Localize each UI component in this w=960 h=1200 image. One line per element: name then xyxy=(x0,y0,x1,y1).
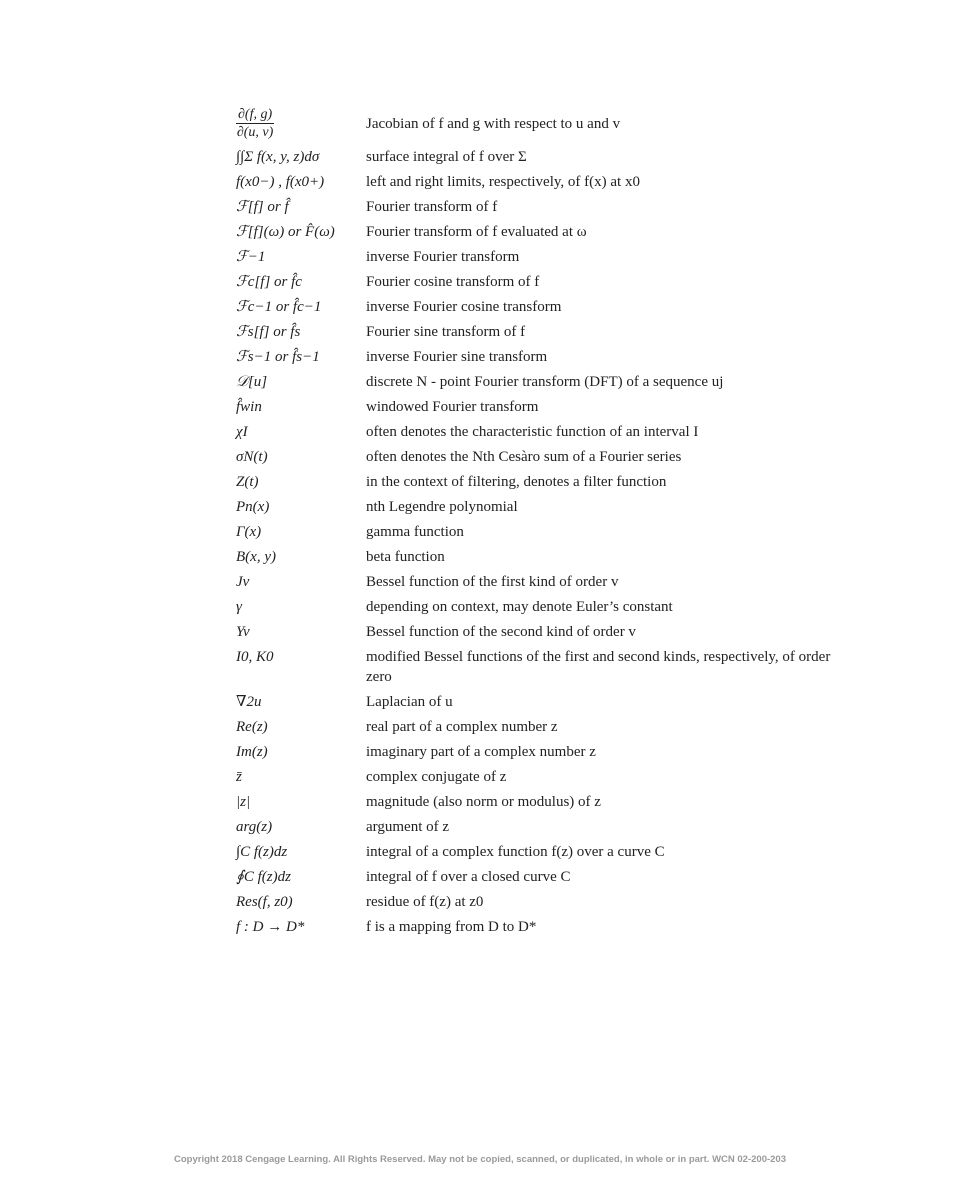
notation-description: in the context of filtering, denotes a filter function xyxy=(366,474,667,490)
notation-symbol: Z(t) xyxy=(236,474,259,490)
notation-description: beta function xyxy=(366,549,445,565)
notation-description: f is a mapping from D to D* xyxy=(366,919,537,935)
notation-row xyxy=(236,145,836,170)
notation-description: argument of z xyxy=(366,819,450,835)
notation-row xyxy=(236,170,836,195)
copyright-footer: Copyright 2018 Cengage Learning. All Rights Reserved. May not be copied, scanned, or duplicated, in whole or in part. WCN 02-200-203 xyxy=(174,1154,786,1165)
notation-description: real part of a complex number z xyxy=(366,719,558,735)
notation-description: inverse Fourier sine transform xyxy=(366,349,548,365)
notation-symbol: B(x, y) xyxy=(236,549,276,565)
notation-row xyxy=(236,495,836,520)
notation-description: often denotes the characteristic function of an interval I xyxy=(366,424,699,440)
notation-symbol: Re(z) xyxy=(236,719,268,735)
notation-description: inverse Fourier cosine transform xyxy=(366,299,562,315)
notation-symbol: γ xyxy=(236,599,242,615)
notation-row xyxy=(236,295,836,320)
notation-description: surface integral of f over Σ xyxy=(366,149,527,165)
notation-row xyxy=(236,620,836,645)
notation-description: Fourier transform of f evaluated at ω xyxy=(366,224,587,240)
notation-symbol: Γ(x) xyxy=(236,524,262,540)
notation-description: Jacobian of f and g with respect to u and v xyxy=(366,116,621,132)
notation-symbol: ℱ−1 xyxy=(236,249,266,265)
notation-description: inverse Fourier transform xyxy=(366,249,520,265)
notation-symbol: f̂win xyxy=(236,399,262,415)
notation-symbol: ℱ[f] or f̂ xyxy=(236,199,289,215)
notation-symbol: ∫C f(z)dz xyxy=(236,844,288,860)
notation-row xyxy=(236,520,836,545)
notation-row xyxy=(236,104,836,145)
notation-row xyxy=(236,715,836,740)
notation-symbol: 𝒟[u] xyxy=(236,374,268,390)
notation-symbol: ℱc−1 or f̂c−1 xyxy=(236,299,322,315)
notation-row xyxy=(236,320,836,345)
notation-row xyxy=(236,245,836,270)
notation-row xyxy=(236,445,836,470)
notation-symbol: ℱs[f] or f̂s xyxy=(236,324,301,340)
notation-symbol: ℱs−1 or f̂s−1 xyxy=(236,349,320,365)
notation-symbol: Res(f, z0) xyxy=(236,894,293,910)
notation-symbol: Im(z) xyxy=(236,744,268,760)
notation-description: Laplacian of u xyxy=(366,694,453,710)
notation-description: depending on context, may denote Euler’s constant xyxy=(366,599,673,615)
notation-symbol: ∮C f(z)dz xyxy=(236,869,291,885)
notation-row xyxy=(236,395,836,420)
notation-table xyxy=(236,104,836,940)
notation-description: gamma function xyxy=(366,524,464,540)
notation-description: magnitude (also norm or modulus) of z xyxy=(366,794,601,810)
notation-symbol: ∫∫Σ f(x, y, z)dσ xyxy=(236,149,320,165)
notation-row xyxy=(236,790,836,815)
jacobian-fraction xyxy=(236,106,274,141)
notation-description: integral of a complex function f(z) over a curve C xyxy=(366,844,665,860)
notation-row xyxy=(236,915,836,940)
notation-row xyxy=(236,765,836,790)
notation-description: Bessel function of the first kind of order v xyxy=(366,574,619,590)
notation-row xyxy=(236,815,836,840)
notation-description: Fourier transform of f xyxy=(366,199,498,215)
notation-symbol: χI xyxy=(236,424,248,440)
notation-description: left and right limits, respectively, of f(x) at x0 xyxy=(366,174,640,190)
notation-row xyxy=(236,740,836,765)
notation-description: windowed Fourier transform xyxy=(366,399,539,415)
notation-symbol: ∇2u xyxy=(236,694,262,710)
notation-description: imaginary part of a complex number z xyxy=(366,744,596,760)
notation-description: often denotes the Nth Cesàro sum of a Fourier series xyxy=(366,449,682,465)
notation-symbol: |z| xyxy=(236,794,251,810)
notation-symbol: Pn(x) xyxy=(236,499,270,515)
notation-row xyxy=(236,220,836,245)
notation-row xyxy=(236,420,836,445)
notation-symbol: arg(z) xyxy=(236,819,273,835)
fraction-denominator: ∂(u, v) xyxy=(236,125,274,140)
notation-description: Bessel function of the second kind of order v xyxy=(366,624,636,640)
notation-description: complex conjugate of z xyxy=(366,769,507,785)
notation-symbol: z̄ xyxy=(236,769,242,785)
notation-description: integral of f over a closed curve C xyxy=(366,869,571,885)
notation-row xyxy=(236,195,836,220)
notation-row xyxy=(236,270,836,295)
notation-symbol: f(x0−) , f(x0+) xyxy=(236,174,325,190)
notation-row xyxy=(236,890,836,915)
notation-description: residue of f(z) at z0 xyxy=(366,894,484,910)
notation-row xyxy=(236,470,836,495)
notation-symbol: σN(t) xyxy=(236,449,268,465)
notation-row xyxy=(236,370,836,395)
notation-symbol: Jv xyxy=(236,574,250,590)
notation-row xyxy=(236,545,836,570)
notation-symbol: I0, K0 xyxy=(236,649,274,665)
notation-row xyxy=(236,645,836,690)
notation-symbol: ℱ[f](ω) or F̂(ω) xyxy=(236,224,335,240)
notation-row xyxy=(236,865,836,890)
notation-row xyxy=(236,690,836,715)
notation-row xyxy=(236,570,836,595)
notation-symbol: ℱc[f] or f̂c xyxy=(236,274,302,290)
notation-description: modified Bessel functions of the first and second kinds, respectively, of order zero xyxy=(366,649,831,685)
notation-description: nth Legendre polynomial xyxy=(366,499,518,515)
notation-row xyxy=(236,345,836,370)
notation-description: discrete N - point Fourier transform (DFT) of a sequence uj xyxy=(366,374,724,390)
notation-symbol xyxy=(236,104,366,145)
notation-row xyxy=(236,595,836,620)
fraction-numerator: ∂(f, g) xyxy=(238,107,273,122)
notation-symbol: f : D → D* xyxy=(236,919,305,935)
notation-symbol: Yv xyxy=(236,624,250,640)
notation-description: Fourier cosine transform of f xyxy=(366,274,540,290)
notation-description: Fourier sine transform of f xyxy=(366,324,526,340)
notation-row xyxy=(236,840,836,865)
